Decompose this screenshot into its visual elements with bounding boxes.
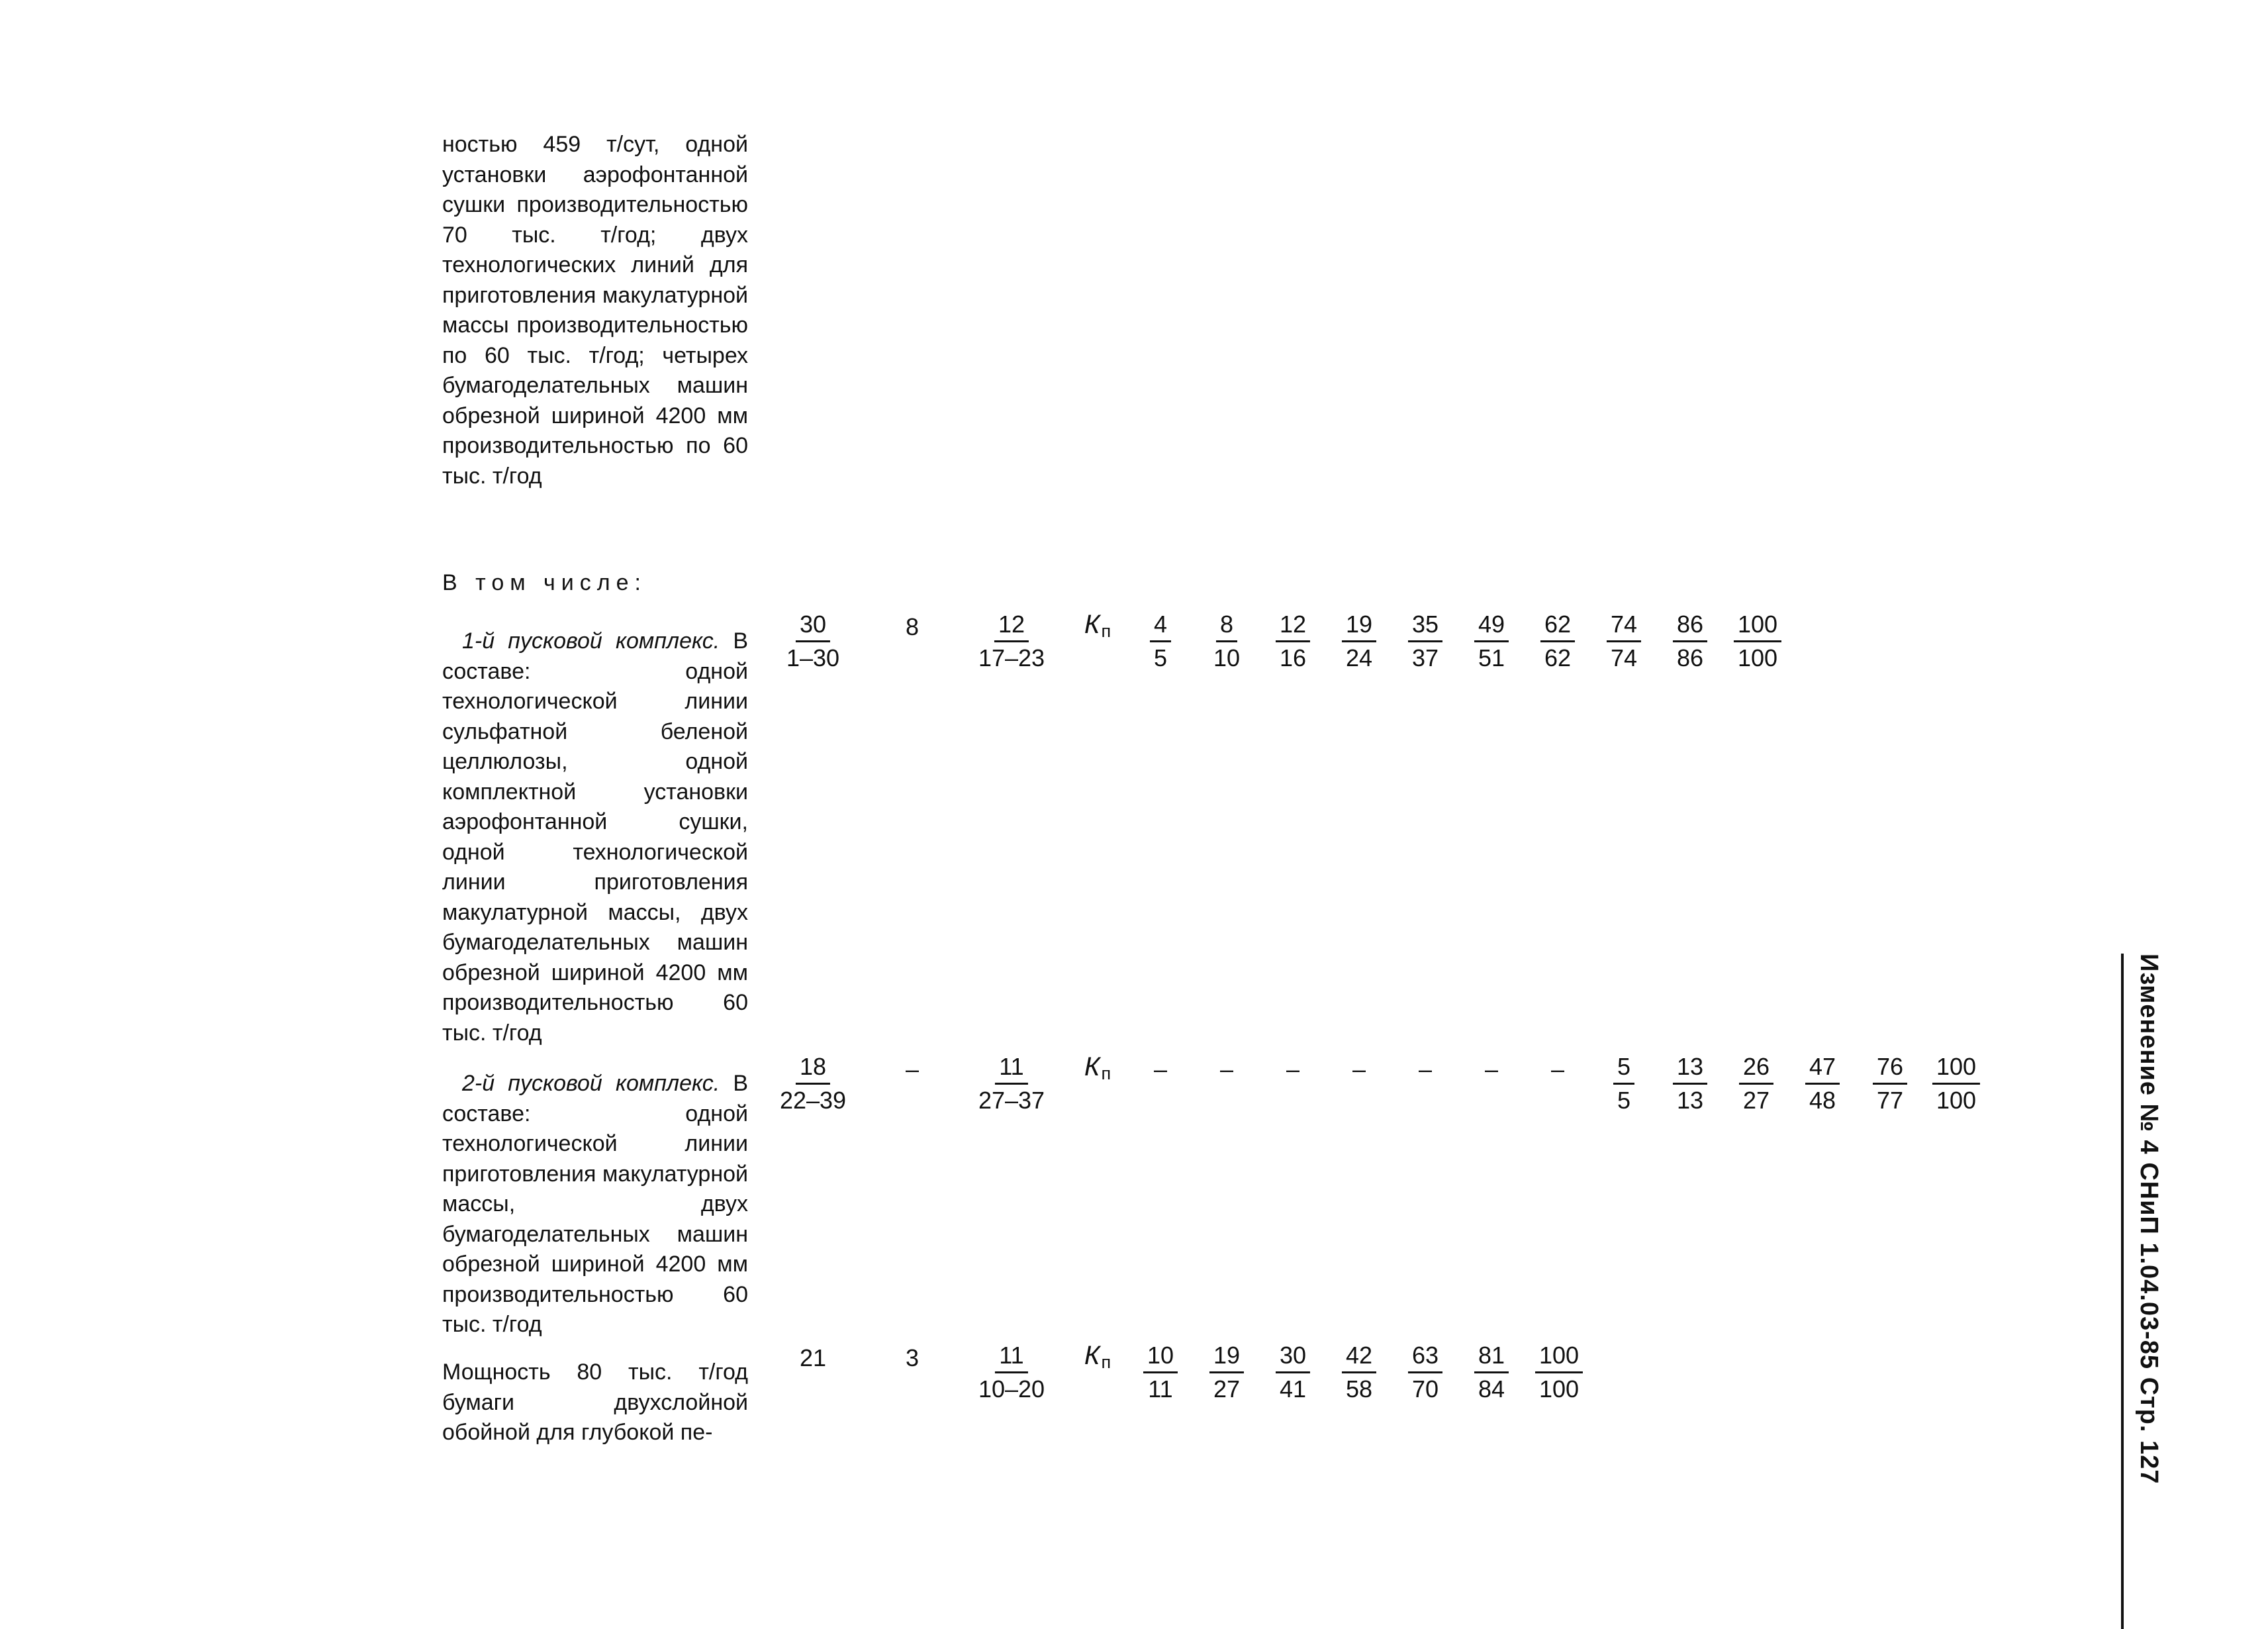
duration-fraction: $\frac{18}{22-39}$: [779, 1053, 847, 1114]
value-fraction: $\frac{81}{84}$: [1474, 1342, 1509, 1403]
value-fraction: $\frac{62}{62}$: [1540, 611, 1575, 672]
value-fraction: $\frac{4}{5}$: [1150, 611, 1171, 672]
value-fraction: $\frac{100}{100}$: [1734, 611, 1781, 672]
value-fraction: $\frac{76}{77}$: [1873, 1053, 1907, 1114]
coefficient-label: $К_п$: [1084, 610, 1111, 641]
in-total-label: В том числе:: [442, 570, 647, 595]
value-fraction: $\frac{100}{100}$: [1932, 1053, 1980, 1114]
stage-fraction: $\frac{12}{17-23}$: [978, 611, 1045, 671]
value-fraction: $\frac{30}{41}$: [1276, 1342, 1310, 1403]
duration-value: 21: [799, 1344, 827, 1371]
empty-value-dash: –: [1352, 1056, 1366, 1083]
complex1-title: 1-й пусковой комплекс.: [462, 628, 720, 654]
stage-fraction: $\frac{11}{10-20}$: [978, 1342, 1045, 1403]
value-fraction: $\frac{49}{51}$: [1474, 611, 1509, 672]
value-fraction: $\frac{63}{70}$: [1408, 1342, 1442, 1403]
value-fraction: $\frac{5}{5}$: [1613, 1053, 1634, 1114]
complex2-title: 2-й пусковой комплекс.: [462, 1071, 720, 1096]
complex1-text: В составе: одной технологической линии сульфатной беленой целлюлозы, одной комплектной установки аэрофонтанной сушки, одной технологической линии приготовления макулатурной массы, двух бумагоделательных машин обрезной шириной 4200 мм производительностью 60 тыс. т/год: [442, 628, 748, 1046]
table-row: [0, 1342, 2118, 1414]
value-fraction: $\frac{12}{16}$: [1276, 611, 1310, 672]
value-fraction: $\frac{100}{100}$: [1535, 1342, 1583, 1403]
empty-value-dash: –: [1153, 1056, 1168, 1083]
empty-value-dash: –: [1286, 1056, 1300, 1083]
duration-fraction: $\frac{30}{1-30}$: [786, 611, 840, 671]
empty-value-dash: –: [1219, 1056, 1234, 1083]
empty-value-dash: –: [1550, 1056, 1565, 1083]
value-fraction: $\frac{19}{27}$: [1209, 1342, 1244, 1403]
value-fraction: $\frac{19}{24}$: [1342, 611, 1376, 672]
empty-value-dash: –: [1418, 1056, 1433, 1083]
coefficient-label: $К_п$: [1084, 1052, 1111, 1083]
capacity-paragraph: Мощность 80 тыс. т/год бумаги двухслойной обойной для глубокой пе-: [442, 1359, 748, 1445]
period-value: 3: [905, 1344, 920, 1371]
value-fraction: $\frac{86}{86}$: [1673, 611, 1707, 672]
value-fraction: $\frac{8}{10}$: [1213, 611, 1241, 671]
coefficient-label: $К_п$: [1084, 1341, 1111, 1372]
value-fraction: $\frac{47}{48}$: [1805, 1053, 1840, 1114]
intro-paragraph: ностью 459 т/сут, одной установки аэрофонтанной сушки производительностью 70 тыс. т/год; двух технологических линий для приготовления макулатурной массы производительностью по 60 тыс. т/год; четырех бумагоделательных машин обрезной шириной 4200 мм производительностью по 60 тыс. т/год: [442, 132, 748, 489]
period-value: 8: [905, 613, 920, 640]
value-fraction: $\frac{10}{11}$: [1143, 1342, 1178, 1403]
complex2-text: В составе: одной технологической линии приготовления макулатурной массы, двух бумагоделательных машин обрезной шириной 4200 мм производительностью 60 тыс. т/год: [442, 1071, 748, 1337]
empty-value-dash: –: [1484, 1056, 1499, 1083]
value-fraction: $\frac{13}{13}$: [1673, 1053, 1707, 1114]
value-fraction: $\frac{26}{27}$: [1739, 1053, 1773, 1114]
table-row: [0, 611, 2118, 683]
running-header: Изменение № 4 СНиП 1.04.03-85 Стр. 127: [2121, 954, 2170, 1629]
period-value: –: [905, 1056, 920, 1083]
table-row: [0, 1053, 2118, 1126]
value-fraction: $\frac{42}{58}$: [1342, 1342, 1376, 1403]
value-fraction: $\frac{35}{37}$: [1408, 611, 1442, 672]
value-fraction: $\frac{74}{74}$: [1607, 611, 1641, 672]
complex1-paragraph: [442, 626, 748, 1048]
stage-fraction: $\frac{11}{27-37}$: [978, 1053, 1045, 1114]
